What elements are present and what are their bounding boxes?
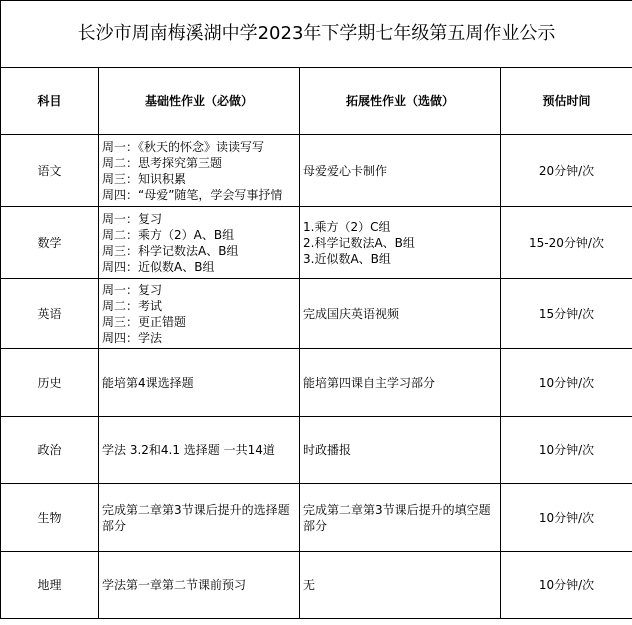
homework-line: 2.科学记数法A、B组 bbox=[303, 235, 415, 250]
estimated-time-cell: 15-20分钟/次 bbox=[501, 207, 632, 279]
header-extended-homework: 拓展性作业（选做） bbox=[300, 68, 501, 135]
page-title: 长沙市周南梅溪湖中学2023年下学期七年级第五周作业公示 bbox=[1, 1, 632, 68]
homework-line: 周四：近似数A、B组 bbox=[102, 259, 215, 274]
estimated-time-cell: 20分钟/次 bbox=[501, 135, 632, 207]
subject-cell: 英语 bbox=[1, 279, 99, 349]
table-row bbox=[1, 417, 632, 484]
basic-homework-cell bbox=[99, 417, 300, 484]
estimated-time-cell: 10分钟/次 bbox=[501, 484, 632, 552]
homework-line: 周二：乘方（2）A、B组 bbox=[102, 227, 235, 242]
homework-line: 周三：科学记数法A、B组 bbox=[102, 243, 239, 258]
homework-line: 3.近似数A、B组 bbox=[303, 251, 391, 266]
subject-cell: 生物 bbox=[1, 484, 99, 552]
header-basic-homework: 基础性作业（必做） bbox=[99, 68, 300, 135]
extended-homework-cell bbox=[300, 349, 501, 417]
basic-homework-cell bbox=[99, 207, 300, 279]
homework-line: 完成国庆英语视频 bbox=[303, 306, 400, 321]
extended-homework-cell bbox=[300, 279, 501, 349]
subject-cell: 语文 bbox=[1, 135, 99, 207]
homework-line: 周三：更正错题 bbox=[102, 314, 187, 329]
basic-homework-cell bbox=[99, 135, 300, 207]
basic-homework-cell bbox=[99, 349, 300, 417]
subject-cell: 地理 bbox=[1, 552, 99, 619]
basic-homework-cell bbox=[99, 279, 300, 349]
header-subject: 科目 bbox=[1, 68, 99, 135]
estimated-time-cell: 10分钟/次 bbox=[501, 349, 632, 417]
table-row bbox=[1, 484, 632, 552]
homework-line: 周四：学法 bbox=[102, 330, 163, 345]
table-row bbox=[1, 552, 632, 619]
extended-homework-cell bbox=[300, 135, 501, 207]
table-row bbox=[1, 135, 632, 207]
homework-line: 周四：“母爱”随笔，学会写事抒情 bbox=[102, 187, 283, 202]
homework-line: 母爱爱心卡制作 bbox=[303, 163, 388, 178]
subject-cell: 历史 bbox=[1, 349, 99, 417]
extended-homework-cell bbox=[300, 417, 501, 484]
subject-cell: 政治 bbox=[1, 417, 99, 484]
extended-homework-cell bbox=[300, 207, 501, 279]
estimated-time-cell: 15分钟/次 bbox=[501, 279, 632, 349]
estimated-time-cell: 10分钟/次 bbox=[501, 552, 632, 619]
table-row bbox=[1, 279, 632, 349]
homework-line: 能培第四课自主学习部分 bbox=[303, 375, 436, 390]
homework-line: 完成第二章第3节课后提升的选择题部分 bbox=[102, 502, 290, 533]
table-row bbox=[1, 207, 632, 279]
homework-line: 周三：知识积累 bbox=[102, 171, 187, 186]
homework-line: 学法 3.2和4.1 选择题 一共14道 bbox=[102, 443, 275, 457]
basic-homework-cell bbox=[99, 552, 300, 619]
extended-homework-cell bbox=[300, 552, 501, 619]
homework-line: 周二：思考探究第三题 bbox=[102, 155, 223, 170]
table-row bbox=[1, 349, 632, 417]
homework-line: 能培第4课选择题 bbox=[102, 375, 194, 390]
header-row bbox=[1, 68, 632, 135]
homework-line: 周一：复习 bbox=[102, 282, 163, 297]
homework-line: 完成第二章第3节课后提升的填空题部分 bbox=[303, 502, 491, 533]
basic-homework-cell bbox=[99, 484, 300, 552]
homework-line: 周一：《秋天的怀念》读读写写 bbox=[102, 139, 265, 154]
homework-line: 学法第一章第二节课前预习 bbox=[102, 578, 247, 592]
title-row bbox=[1, 1, 632, 68]
homework-line: 周一：复习 bbox=[102, 211, 163, 226]
homework-line: 时政播报 bbox=[303, 443, 352, 457]
header-estimated-time: 预估时间 bbox=[501, 68, 632, 135]
subject-cell: 数学 bbox=[1, 207, 99, 279]
estimated-time-cell: 10分钟/次 bbox=[501, 417, 632, 484]
homework-line: 无 bbox=[303, 578, 316, 592]
homework-line: 周二：考试 bbox=[102, 298, 163, 313]
homework-line: 1.乘方（2）C组 bbox=[303, 219, 391, 234]
extended-homework-cell bbox=[300, 484, 501, 552]
